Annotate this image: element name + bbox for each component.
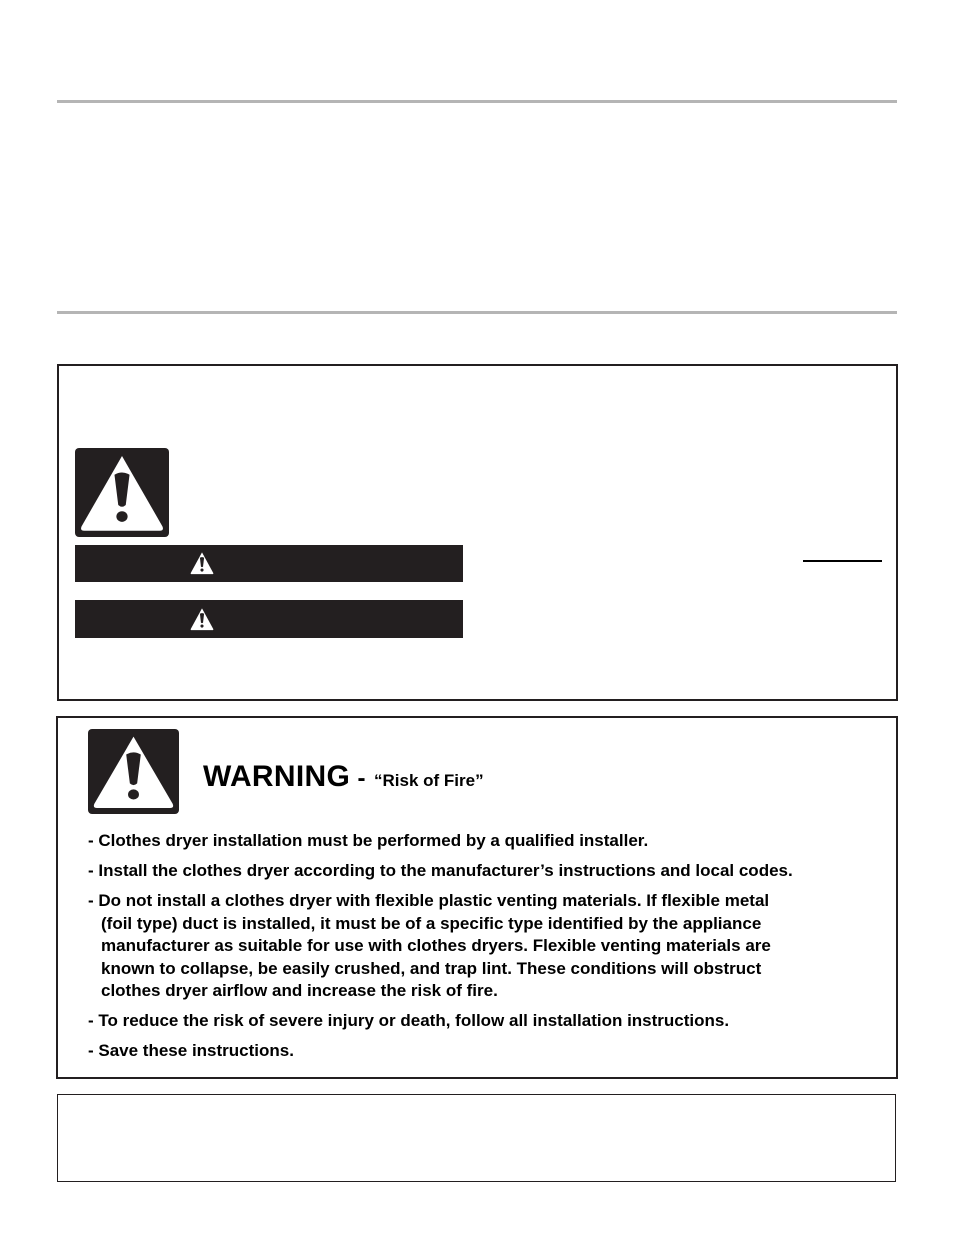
hazard-name: “Risk of Fire” (374, 771, 484, 790)
warning-signal-bar (75, 600, 463, 638)
signal-word: WARNING (203, 760, 351, 793)
instruction-item: - Install the clothes dryer according to the manufacturer’s instructions and local codes. (88, 861, 793, 880)
warning-triangle-icon (188, 550, 216, 576)
section-divider (57, 311, 897, 314)
warning-triangle-icon (75, 448, 169, 537)
instruction-line: (foil type) duct is installed, it must be of a specific type identified by the appliance (101, 913, 762, 933)
danger-signal-bar (75, 545, 463, 582)
warning-instructions-list (88, 830, 878, 1070)
heading-separator: - (357, 765, 366, 792)
warning-heading (203, 760, 484, 794)
instruction-item: - To reduce the risk of severe injury or death, follow all installation instructions. (88, 1011, 730, 1030)
instruction-line: clothes dryer airflow and increase the risk of fire. (101, 981, 498, 1000)
safety-message-box (57, 364, 898, 701)
warning-triangle-icon (88, 729, 179, 814)
instruction-line: - Do not install a clothes dryer with flexible plastic venting materials. If flexible metal (88, 891, 770, 910)
instruction-item (88, 890, 878, 1003)
note-box (57, 1094, 896, 1182)
underline-rule (803, 560, 882, 562)
instruction-item: - Clothes dryer installation must be performed by a qualified installer. (88, 831, 649, 850)
instruction-item: - Save these instructions. (88, 1041, 294, 1060)
instruction-line: known to collapse, be easily crushed, and trap lint. These conditions will obstruct (101, 958, 762, 978)
top-divider (57, 100, 897, 103)
warning-triangle-icon (188, 606, 216, 632)
instruction-line: manufacturer as suitable for use with clothes dryers. Flexible venting materials are (101, 936, 771, 955)
